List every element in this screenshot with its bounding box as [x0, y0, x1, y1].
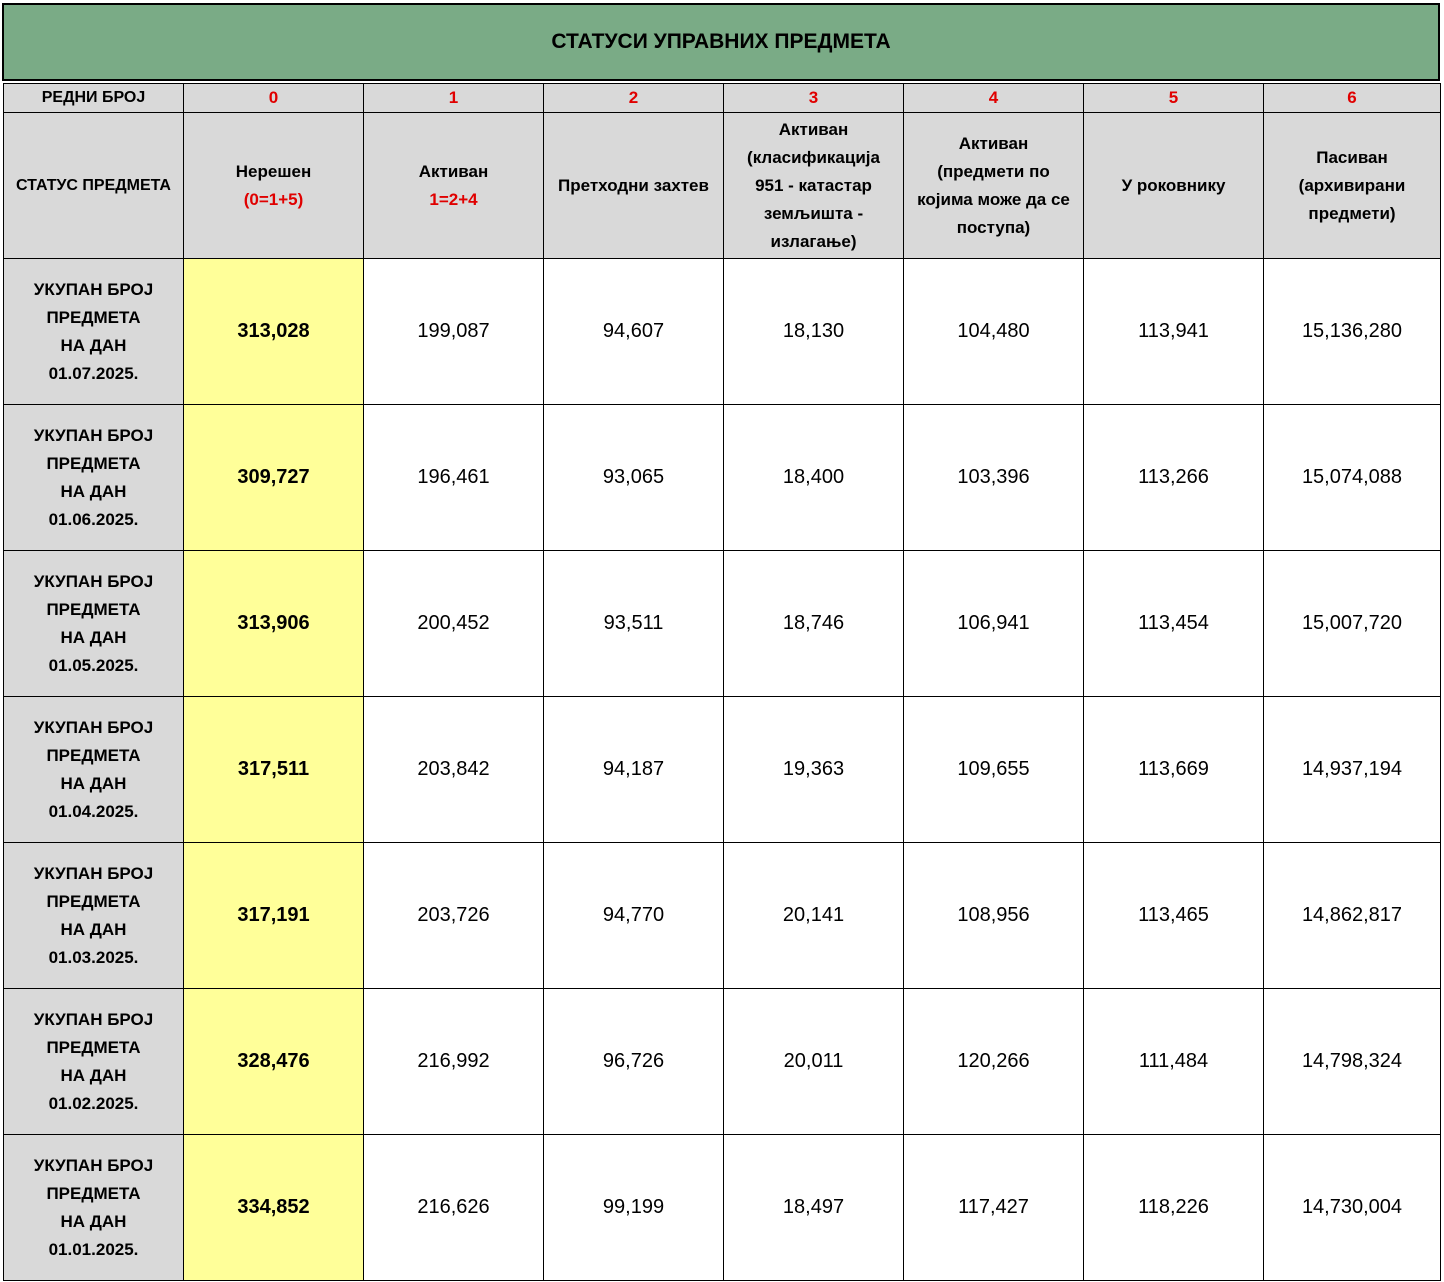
status-header-text: Активан [778, 119, 849, 139]
status-header-text: поступа) [956, 217, 1031, 237]
value-cell: 14,862,817 [1264, 843, 1441, 989]
table-row [4, 405, 1441, 551]
value-cell: 20,141 [724, 843, 904, 989]
row-label-text: ПРЕДМЕТА [46, 891, 141, 911]
value-cell: 118,226 [1084, 1135, 1264, 1281]
status-header-cell [544, 113, 724, 259]
row-label-text: 01.07.2025. [48, 363, 139, 383]
status-header-cell [1084, 113, 1264, 259]
value-cell: 96,726 [544, 989, 724, 1135]
status-header-cell [724, 113, 904, 259]
table-row [4, 843, 1441, 989]
row-label-text: УКУПАН БРОЈ [33, 1009, 154, 1029]
value-cell: 113,669 [1084, 697, 1264, 843]
total-unresolved-cell: 313,028 [184, 259, 364, 405]
index-number: 0 [184, 84, 364, 113]
row-label-text: НА ДАН [60, 919, 127, 939]
value-cell: 200,452 [364, 551, 544, 697]
value-cell: 196,461 [364, 405, 544, 551]
total-unresolved-cell: 313,906 [184, 551, 364, 697]
value-cell: 14,798,324 [1264, 989, 1441, 1135]
row-label-text: 01.03.2025. [48, 947, 139, 967]
value-cell: 113,465 [1084, 843, 1264, 989]
total-unresolved-cell: 309,727 [184, 405, 364, 551]
row-label-text: 01.05.2025. [48, 655, 139, 675]
value-cell: 108,956 [904, 843, 1084, 989]
index-number: 1 [364, 84, 544, 113]
value-cell: 216,626 [364, 1135, 544, 1281]
row-label-text: ПРЕДМЕТА [46, 453, 141, 473]
row-label-text: НА ДАН [60, 1065, 127, 1085]
status-header-text: Активан [418, 161, 489, 181]
row-label [4, 843, 184, 989]
status-header-cell [184, 113, 364, 259]
value-cell: 19,363 [724, 697, 904, 843]
row-label-text: НА ДАН [60, 1211, 127, 1231]
value-cell: 113,454 [1084, 551, 1264, 697]
value-cell: 120,266 [904, 989, 1084, 1135]
table-title: СТАТУСИ УПРАВНИХ ПРЕДМЕТА [2, 3, 1440, 81]
row-label-text: УКУПАН БРОЈ [33, 425, 154, 445]
row-label [4, 697, 184, 843]
value-cell: 18,400 [724, 405, 904, 551]
value-cell: 94,607 [544, 259, 724, 405]
status-header-text: Претходни захтев [558, 175, 709, 195]
value-cell: 18,746 [724, 551, 904, 697]
status-formula: 1=2+4 [429, 189, 478, 209]
value-cell: 93,511 [544, 551, 724, 697]
table-row [4, 989, 1441, 1135]
value-cell: 18,497 [724, 1135, 904, 1281]
row-label-text: 01.04.2025. [48, 801, 139, 821]
row-label-text: УКУПАН БРОЈ [33, 279, 154, 299]
value-cell: 103,396 [904, 405, 1084, 551]
status-header-text: (предмети по [937, 161, 1050, 181]
status-header-cell [904, 113, 1084, 259]
value-cell: 113,266 [1084, 405, 1264, 551]
total-unresolved-cell: 328,476 [184, 989, 364, 1135]
value-cell: 15,074,088 [1264, 405, 1441, 551]
row-label-text: НА ДАН [60, 481, 127, 501]
value-cell: 99,199 [544, 1135, 724, 1281]
row-label [4, 259, 184, 405]
value-cell: 216,992 [364, 989, 544, 1135]
value-cell: 111,484 [1084, 989, 1264, 1135]
value-cell: 15,136,280 [1264, 259, 1441, 405]
row-label [4, 1135, 184, 1281]
row-label-text: ПРЕДМЕТА [46, 1183, 141, 1203]
row-label-text: НА ДАН [60, 773, 127, 793]
value-cell: 14,730,004 [1264, 1135, 1441, 1281]
value-cell: 94,770 [544, 843, 724, 989]
value-cell: 94,187 [544, 697, 724, 843]
value-cell: 14,937,194 [1264, 697, 1441, 843]
row-label-text: ПРЕДМЕТА [46, 599, 141, 619]
row-label-text: УКУПАН БРОЈ [33, 571, 154, 591]
total-unresolved-cell: 317,511 [184, 697, 364, 843]
index-number: 2 [544, 84, 724, 113]
row-label-text: ПРЕДМЕТА [46, 745, 141, 765]
row-label-text: НА ДАН [60, 627, 127, 647]
status-header-text: У роковнику [1121, 175, 1226, 195]
status-header-cell [364, 113, 544, 259]
row-label-text: 01.06.2025. [48, 509, 139, 529]
value-cell: 203,726 [364, 843, 544, 989]
index-number: 6 [1264, 84, 1441, 113]
status-header-row [4, 113, 1441, 259]
index-number: 4 [904, 84, 1084, 113]
value-cell: 117,427 [904, 1135, 1084, 1281]
index-row-label: РЕДНИ БРОЈ [4, 84, 184, 113]
index-number: 5 [1084, 84, 1264, 113]
value-cell: 203,842 [364, 697, 544, 843]
index-number: 3 [724, 84, 904, 113]
row-label-text: ПРЕДМЕТА [46, 1037, 141, 1057]
status-header-text: (класификација [747, 147, 880, 167]
row-label [4, 989, 184, 1135]
index-row [4, 84, 1441, 113]
value-cell: 113,941 [1084, 259, 1264, 405]
status-header-cell [1264, 113, 1441, 259]
row-label-text: УКУПАН БРОЈ [33, 717, 154, 737]
value-cell: 106,941 [904, 551, 1084, 697]
total-unresolved-cell: 317,191 [184, 843, 364, 989]
row-label-text: ПРЕДМЕТА [46, 307, 141, 327]
value-cell: 15,007,720 [1264, 551, 1441, 697]
status-header-text: Активан [958, 133, 1029, 153]
status-header-text: Нерешен [235, 161, 312, 181]
row-label [4, 551, 184, 697]
value-cell: 109,655 [904, 697, 1084, 843]
row-label-text: УКУПАН БРОЈ [33, 1155, 154, 1175]
row-label-text: УКУПАН БРОЈ [33, 863, 154, 883]
status-header-text: земљишта - [763, 203, 864, 223]
row-label-text: 01.01.2025. [48, 1239, 139, 1259]
row-label-text: 01.02.2025. [48, 1093, 139, 1113]
status-header-text: (архивирани [1298, 175, 1406, 195]
status-header-text: излагање) [770, 231, 857, 251]
status-header-text: којима може да се [917, 189, 1070, 209]
value-cell: 104,480 [904, 259, 1084, 405]
table-row [4, 259, 1441, 405]
status-header-text: предмети) [1308, 203, 1396, 223]
value-cell: 199,087 [364, 259, 544, 405]
status-formula: (0=1+5) [243, 189, 304, 209]
value-cell: 18,130 [724, 259, 904, 405]
status-table [3, 83, 1441, 1281]
row-label-text: НА ДАН [60, 335, 127, 355]
row-label [4, 405, 184, 551]
status-header-text: Пасиван [1316, 147, 1388, 167]
total-unresolved-cell: 334,852 [184, 1135, 364, 1281]
table-row [4, 1135, 1441, 1281]
table-row [4, 551, 1441, 697]
value-cell: 20,011 [724, 989, 904, 1135]
value-cell: 93,065 [544, 405, 724, 551]
status-row-label: СТАТУС ПРЕДМЕТА [4, 113, 184, 259]
status-header-text: 951 - катастар [755, 175, 872, 195]
table-row [4, 697, 1441, 843]
